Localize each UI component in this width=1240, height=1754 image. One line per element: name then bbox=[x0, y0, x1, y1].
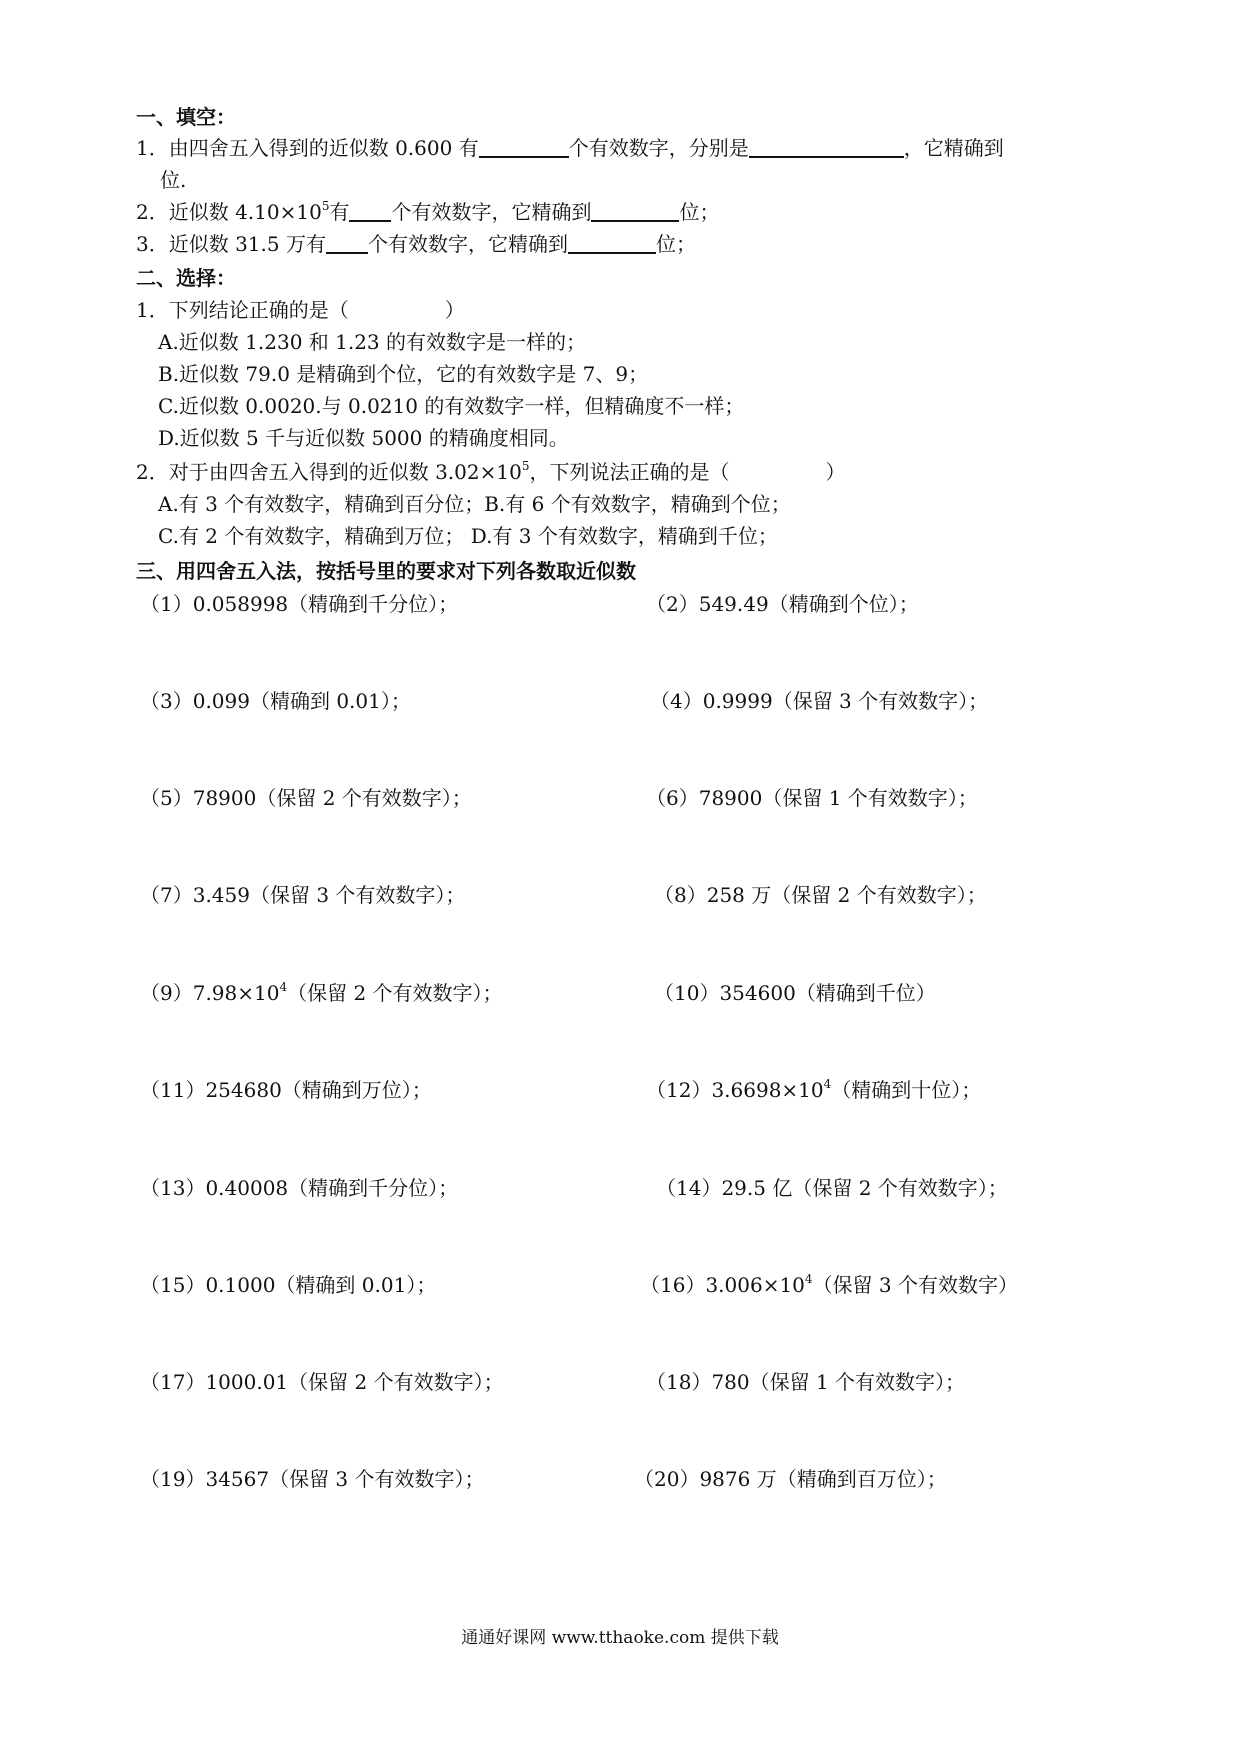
question-text: 2．近似数 4.10×10 bbox=[136, 200, 322, 224]
item-text: （18）780（保留 1 个有效数字）； bbox=[646, 1370, 966, 1394]
rounding-item bbox=[140, 1176, 458, 1200]
item-text: （14）29.5 亿（保留 2 个有效数字）； bbox=[656, 1176, 1008, 1200]
rounding-item bbox=[654, 981, 936, 1005]
answer-blank[interactable] bbox=[749, 136, 904, 158]
option-d: D.近似数 5 千与近似数 5000 的精确度相同。 bbox=[158, 426, 569, 450]
rounding-item bbox=[140, 883, 465, 907]
answer-blank[interactable] bbox=[479, 136, 569, 158]
section-heading-rounding: 三、用四舍五入法，按括号里的要求对下列各数取近似数 bbox=[136, 559, 636, 583]
item-text: （15）0.1000（精确到 0.01）； bbox=[140, 1273, 437, 1297]
rounding-item bbox=[654, 883, 987, 907]
rounding-item bbox=[140, 981, 503, 1005]
question-1-3 bbox=[136, 232, 696, 256]
question-1-1 bbox=[136, 136, 1004, 160]
question-text: 1．由四舍五入得到的近似数 0.600 有 bbox=[136, 136, 479, 160]
options-row-1: A.有 3 个有效数字，精确到百分位；B.有 6 个有效数字，精确到个位； bbox=[158, 492, 791, 516]
rounding-item bbox=[640, 1273, 1018, 1297]
option-a: A.近似数 1.230 和 1.23 的有效数字是一样的； bbox=[158, 330, 587, 354]
section-heading-multiple-choice: 二、选择： bbox=[136, 266, 236, 290]
footer-credit: 通通好课网 www.tthaoke.com 提供下载 bbox=[461, 1628, 779, 1648]
rounding-item bbox=[140, 786, 472, 810]
exponent: 4 bbox=[279, 980, 288, 994]
question-text: 2．对于由四舍五入得到的近似数 3.02×10 bbox=[136, 460, 522, 484]
question-1-1-continued: 位. bbox=[160, 168, 187, 192]
question-text: ） bbox=[444, 298, 465, 322]
section-heading-fill-in: 一、填空： bbox=[136, 105, 236, 129]
item-text: （4）0.9999（保留 3 个有效数字）； bbox=[650, 689, 989, 713]
item-text: （13）0.40008（精确到千分位）； bbox=[140, 1176, 459, 1200]
item-text: （5）78900（保留 2 个有效数字）； bbox=[140, 786, 472, 810]
rounding-item bbox=[140, 1273, 436, 1297]
question-text: 有 bbox=[329, 200, 350, 224]
question-text: ，下列说法正确的是（ bbox=[529, 460, 730, 484]
exponent: 5 bbox=[321, 199, 330, 213]
item-text: （精确到十位）； bbox=[831, 1078, 982, 1102]
rounding-item bbox=[646, 592, 919, 616]
item-text: （8）258 万（保留 2 个有效数字）； bbox=[654, 883, 987, 907]
item-text: （9）7.98×10 bbox=[140, 981, 280, 1005]
option-c: C.近似数 0.0020.与 0.0210 的有效数字一样，但精确度不一样； bbox=[158, 394, 745, 418]
question-text: 个有效数字，它精确到 bbox=[367, 232, 568, 256]
rounding-item bbox=[634, 1467, 947, 1491]
question-text: 个有效数字，分别是 bbox=[568, 136, 749, 160]
item-text: （2）549.49（精确到个位）； bbox=[646, 592, 919, 616]
exponent: 5 bbox=[521, 459, 530, 473]
item-text: （16）3.006×10 bbox=[640, 1273, 805, 1297]
question-text: 个有效数字，它精确到 bbox=[391, 200, 592, 224]
item-text: （20）9876 万（精确到百万位）； bbox=[634, 1467, 947, 1491]
exponent: 4 bbox=[823, 1077, 832, 1091]
answer-blank[interactable] bbox=[568, 232, 656, 254]
question-text: ） bbox=[825, 460, 846, 484]
answer-blank[interactable] bbox=[326, 232, 368, 254]
item-text: （10）354600（精确到千位） bbox=[654, 981, 936, 1005]
answer-blank[interactable] bbox=[591, 200, 679, 222]
rounding-item bbox=[140, 1467, 485, 1491]
item-text: （11）254680（精确到万位）； bbox=[140, 1078, 432, 1102]
rounding-item bbox=[646, 786, 978, 810]
rounding-item bbox=[140, 689, 411, 713]
question-2-2-stem bbox=[136, 460, 845, 484]
rounding-item bbox=[656, 1176, 1008, 1200]
rounding-item bbox=[646, 1078, 981, 1102]
item-text: （7）3.459（保留 3 个有效数字）； bbox=[140, 883, 466, 907]
item-text: （1）0.058998（精确到千分位）； bbox=[140, 592, 459, 616]
rounding-item bbox=[650, 689, 988, 713]
rounding-item bbox=[140, 592, 458, 616]
item-text: （17）1000.01（保留 2 个有效数字）； bbox=[140, 1370, 504, 1394]
answer-blank[interactable] bbox=[349, 200, 391, 222]
rounding-item bbox=[646, 1370, 965, 1394]
item-text: （19）34567（保留 3 个有效数字）； bbox=[140, 1467, 485, 1491]
item-text: （6）78900（保留 1 个有效数字）； bbox=[646, 786, 978, 810]
option-b: B.近似数 79.0 是精确到个位，它的有效数字是 7、9； bbox=[158, 362, 649, 386]
question-text: ，它精确到 bbox=[903, 136, 1004, 160]
question-1-2 bbox=[136, 200, 719, 224]
item-text: （12）3.6698×10 bbox=[646, 1078, 824, 1102]
question-text: 位； bbox=[679, 200, 720, 224]
item-text: （保留 2 个有效数字）； bbox=[287, 981, 503, 1005]
options-row-2: C.有 2 个有效数字，精确到万位； D.有 3 个有效数字，精确到千位； bbox=[158, 524, 778, 548]
question-text: 3．近似数 31.5 万有 bbox=[136, 232, 326, 256]
question-text: 位； bbox=[655, 232, 696, 256]
rounding-item bbox=[140, 1078, 432, 1102]
question-2-1-stem bbox=[136, 298, 465, 322]
rounding-item bbox=[140, 1370, 504, 1394]
exponent: 4 bbox=[804, 1272, 813, 1286]
question-text: 1．下列结论正确的是（ bbox=[136, 298, 349, 322]
item-text: （3）0.099（精确到 0.01）； bbox=[140, 689, 411, 713]
item-text: （保留 3 个有效数字） bbox=[812, 1273, 1019, 1297]
